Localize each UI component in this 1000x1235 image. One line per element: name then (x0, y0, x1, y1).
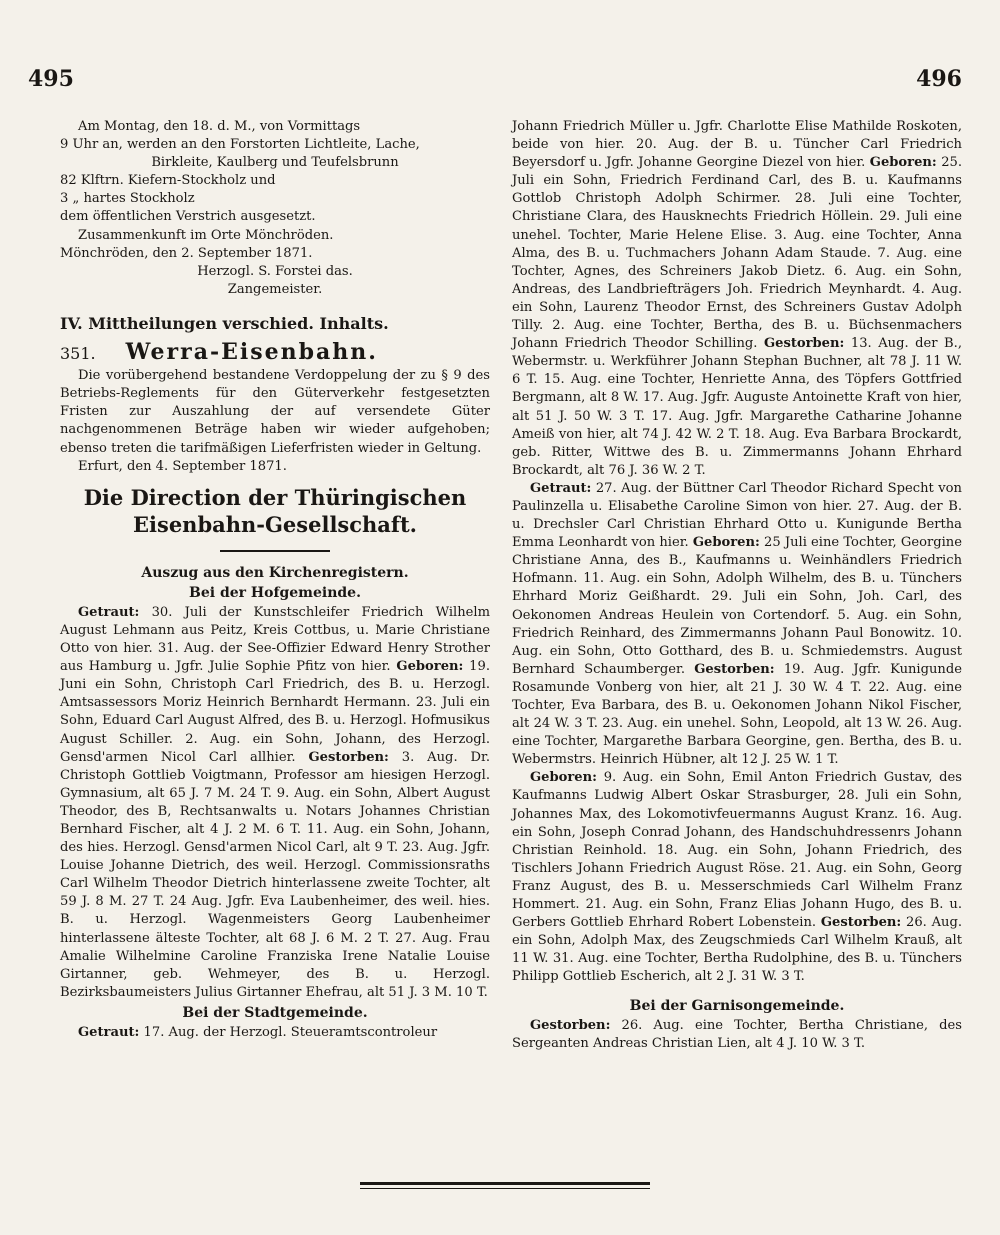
entry-text: 17. Aug. der Herzogl. Steueramtscontroleur (143, 1025, 438, 1041)
signature-line: Eisenbahn-Gesellschaft. (133, 511, 417, 537)
entry-text: 25. Juli ein Sohn, Friedrich Ferdinand Carl, des B. u. Kaufmanns Gottlob Christoph Adolph Schirmer. 28. Juli eine Tochter, Christiane Clara, des Hausknechts Friedrich Höllein. 29. Juli eine unehel. Tochter, Marie Helene Elise. 3. Aug. eine Tochter, Anna Alma, des B. u. Tuchmachers Johann Adam Staude. 7. Aug. eine Tochter, Agnes, des Schreiners Jakob Dietz. 6. Aug. ein Sohn, Andreas, des Landbriefträgers Joh. Friedrich Meynhardt. 4. Aug. ein Sohn, Laurenz Theodor Ernst, des Schreiners Gustav Adolph Tilly. 2. Aug. eine Tochter, Bertha, des B. u. Büchsenmachers Johann Friedrich Theodor Schilling. (512, 155, 963, 352)
label-gestorben: Gestorben: (530, 1017, 611, 1033)
section-heading: IV. Mittheilungen verschied. Inhalts. (60, 313, 389, 333)
city-parish-continued (512, 118, 962, 480)
auction-line: Am Montag, den 18. d. M., von Vormittags (78, 119, 361, 134)
notice-title-text: Werra-Eisenbahn. (125, 339, 378, 366)
label-geboren: Geboren: (869, 155, 937, 171)
label-geboren: Geboren: (396, 659, 464, 675)
garrison-parish-entry (512, 1017, 962, 1053)
city-parish-entry (60, 1024, 490, 1042)
entry-text: 30. Juli der Kunstschleifer Friedrich Wilhelm August Lehmann aus Peitz, Kreis Cottbus, u. Marie Christiane Otto von hier. 31. Aug. der See-Offizier Edward Henry Strother aus Hamburg u. Jgfr. Julie Sophie Pfitz von hier. (60, 604, 490, 675)
registry-block (512, 769, 962, 986)
entry-text: 27. Aug. der Büttner Carl Theodor Richard Specht von Paulinzella u. Elisabethe Caroline Simon von hier. 27. Aug. der B. u. Drechsler Carl Christian Ehrhard Otto u. Kunigunde Bertha Emma Leonhardt von hier. (512, 480, 962, 551)
notice-place-date: Erfurt, den 4. September 1871. (78, 458, 287, 474)
auction-line: Zusammenkunft im Orte Mönchröden. (78, 227, 334, 243)
garrison-parish-heading: Bei der Garnisongemeinde. (629, 997, 845, 1014)
label-getraut: Getraut: (78, 604, 140, 620)
registry-block (512, 480, 962, 770)
entry-text: 19. Juni ein Sohn, Christoph Carl Friedrich, des B. u. Herzogl. Amtsassessors Moriz Heinrich Bernhardt Hermann. 23. Juli ein Sohn, Eduard Carl August Alfred, des B. u. Herzogl. Hofmusikus August Schiller. 2. Aug. ein Sohn, Johann, des Herzogl. Gensd'armen Nicol Carl allhier. (60, 659, 490, 765)
divider (220, 550, 330, 552)
notice-signature (60, 484, 490, 538)
auction-signature: Zangemeister. (227, 281, 323, 297)
signature-line: Die Direction der Thüringischen (83, 484, 467, 510)
label-getraut: Getraut: (78, 1025, 140, 1041)
entry-text: 13. Aug. der B., Webermstr. u. Werkführer Johann Stephan Buchner, alt 78 J. 11 W. 6 T. 15. Aug. eine Tochter, Henriette Anna, des Töpfers Gottfried Bergmann, alt 8 W. 17. Aug. Jgfr. Auguste Antoinette Kraft von hier, alt 51 J. 50 W. 3 T. 17. Aug. Jgfr. Margarethe Catharine Johanne Ameiß von hier, alt 74 J. 42 W. 2 T. 18. Aug. Eva Barbara Brockardt, geb. Ritter, Wittwe des B. u. Zimmermanns Johann Ehrhard Brockardt, alt 76 J. 36 W. 2 T. (512, 336, 962, 478)
page-number-left: 495 (28, 66, 74, 92)
entry-text: 26. Aug. ein Sohn, Adolph Max, des Zeugschmieds Carl Wilhelm Krauß, alt 11 W. 31. Aug. eine Tochter, Bertha Rudolphine, des B. u. Tünchers Philipp Gottlieb Escherich, alt 2 J. 31 W. 3 T. (512, 915, 962, 985)
closing-rule-thin (360, 1188, 650, 1189)
entry-text: 25 Juli eine Tochter, Georgine Christiane Anna, des B., Kaufmanns u. Weinhändlers Friedrich Hofmann. 11. Aug. ein Sohn, Adolph Wilhelm, des B. u. Tünchers Ehrhard Moriz Geißhardt. 29. Juli ein Sohn, Joh. Carl, des Oekonomen Andreas Heulein von Cortendorf. 5. Aug. ein Sohn, Friedrich Reinhard, des Zimmermanns Johann Paul Bonowitz. 10. Aug. ein Sohn, Otto Gotthard, des B. u. Schmiedemstrs. August Bernhard Schaumberger. (512, 535, 962, 677)
entry-text: 3. Aug. Dr. Christoph Gottlieb Voigtmann, Professor am hiesigen Herzogl. Gymnasium, alt 65 J. 7 M. 24 T. 9. Aug. ein Sohn, Albert August Theodor, des B, Rechtsanwalts u. Notars Johannes Christian Bernhard Fischer, alt 4 J. 2 M. 6 T. 11. Aug. ein Sohn, Johann, des hies. Herzogl. Gensd'armen Nicol Carl, alt 9 T. 23. Aug. Jgfr. Louise Johanne Dietrich, des weil. Herzogl. Commissionsraths Carl Wilhelm Theodor Dietrich hinterlassene zweite Tochter, alt 59 J. 8 M. 27 T. 24 Aug. Jgfr. Eva Laubenheimer, des weil. hies. B. u. Herzogl. Wagenmeisters Georg Laubenheimer hinterlassene älteste Tochter, alt 68 J. 6 M. 2 T. 27. Aug. Frau Amalie Wilhelmine Caroline Franziska Irene Natalie Louise Girtanner, geb. Wehmeyer, des B. u. Herzogl. Bezirksbaumeisters Julius Girtanner Ehefrau, alt 51 J. 3 M. 10 T. (60, 749, 490, 1000)
court-parish-heading: Bei der Hofgemeinde. (189, 584, 361, 601)
entry-text: 26. Aug. eine Tochter, Bertha Christiane, des Sergeanten Andreas Christian Lien, alt 4 J. 10 W. 3 T. (512, 1017, 962, 1051)
registry-title: Auszug aus den Kirchenregistern. (141, 564, 409, 581)
court-parish-entries (60, 604, 490, 1002)
label-gestorben: Gestorben: (820, 915, 902, 931)
notice-title (60, 339, 490, 366)
entry-text: 19. Aug. Jgfr. Kunigunde Rosamunde Vonberg von hier, alt 21 J. 30 W. 4 T. 22. Aug. eine Tochter, Eva Barbara, des B. u. Oekonomen Johann Nikol Fischer, alt 24 W. 3 T. 23. Aug. ein unehel. Sohn, Leopold, alt 13 W. 26. Aug. eine Tochter, Margarethe Barbara Georgine, gen. Bertha, des B. u. Webermstrs. Heinrich Hübner, alt 12 J. 25 W. 1 T. (512, 661, 962, 768)
auction-notice (60, 118, 490, 299)
label-gestorben: Gestorben: (308, 749, 389, 765)
label-gestorben: Gestorben: (763, 336, 845, 352)
notice-number: 351. (60, 344, 96, 364)
auction-line: Birkleite, Kaulberg und Teufelsbrunn (151, 155, 399, 171)
entry-text: Johann Friedrich Müller u. Jgfr. Charlotte Elise Mathilde Roskoten, beide von hier. 20. Aug. der B. u. Tüncher Carl Friedrich Beyersdorf u. Jgfr. Johanne Georgine Diezel von hier. (512, 119, 962, 171)
entry-text: 9. Aug. ein Sohn, Emil Anton Friedrich Gustav, des Kaufmanns Ludwig Albert Oskar Strasburger, 28. Juli ein Sohn, Johannes Max, des Lokomotivfeuermanns August Kranz. 16. Aug. ein Sohn, Joseph Conrad Johann, des Handschuhdressenrs Johann Christian Reinhold. 18. Aug. ein Sohn, Johann Friedrich, des Tischlers Johann Friedrich August Röse. 21. Aug. ein Sohn, Georg Franz August, des B. u. Messerschmieds Carl Wilhelm Franz Hommert. 21. Aug. ein Sohn, Franz Elias Johann Hugo, des B. u. Gerbers Gottlieb Ehrhard Robert Lobenstein. (512, 770, 962, 931)
closing-rule (360, 1182, 650, 1185)
label-gestorben: Gestorben: (694, 661, 775, 677)
auction-place-date: Mönchröden, den 2. September 1871. (60, 245, 313, 261)
label-geboren: Geboren: (692, 535, 760, 551)
auction-line: 82 Klftrn. Kiefern-Stockholz und (60, 173, 276, 189)
label-geboren: Geboren: (530, 770, 597, 786)
notice-body: Die vorübergehend bestandene Verdoppelung der zu § 9 des Betriebs-Reglements für den Güterverkehr festgesetzten Fristen zur Auszahlung der auf versendete Güter nachgenommenen Beträge haben wir wieder aufgehoben; ebenso treten die tarifmäßigen Lieferfristen wieder in Geltung. (60, 368, 490, 456)
city-parish-heading: Bei der Stadtgemeinde. (182, 1004, 368, 1021)
right-column (512, 118, 962, 1053)
left-column (60, 118, 490, 1042)
auction-line: dem öffentlichen Verstrich ausgesetzt. (60, 209, 316, 225)
label-getraut: Getraut: (530, 480, 592, 496)
auction-line: 9 Uhr an, werden an den Forstorten Lichtleite, Lache, (60, 137, 420, 153)
auction-issuer: Herzogl. S. Forstei das. (197, 263, 353, 279)
page-number-right: 496 (916, 66, 962, 92)
auction-line: 3 „ hartes Stockholz (60, 191, 195, 207)
